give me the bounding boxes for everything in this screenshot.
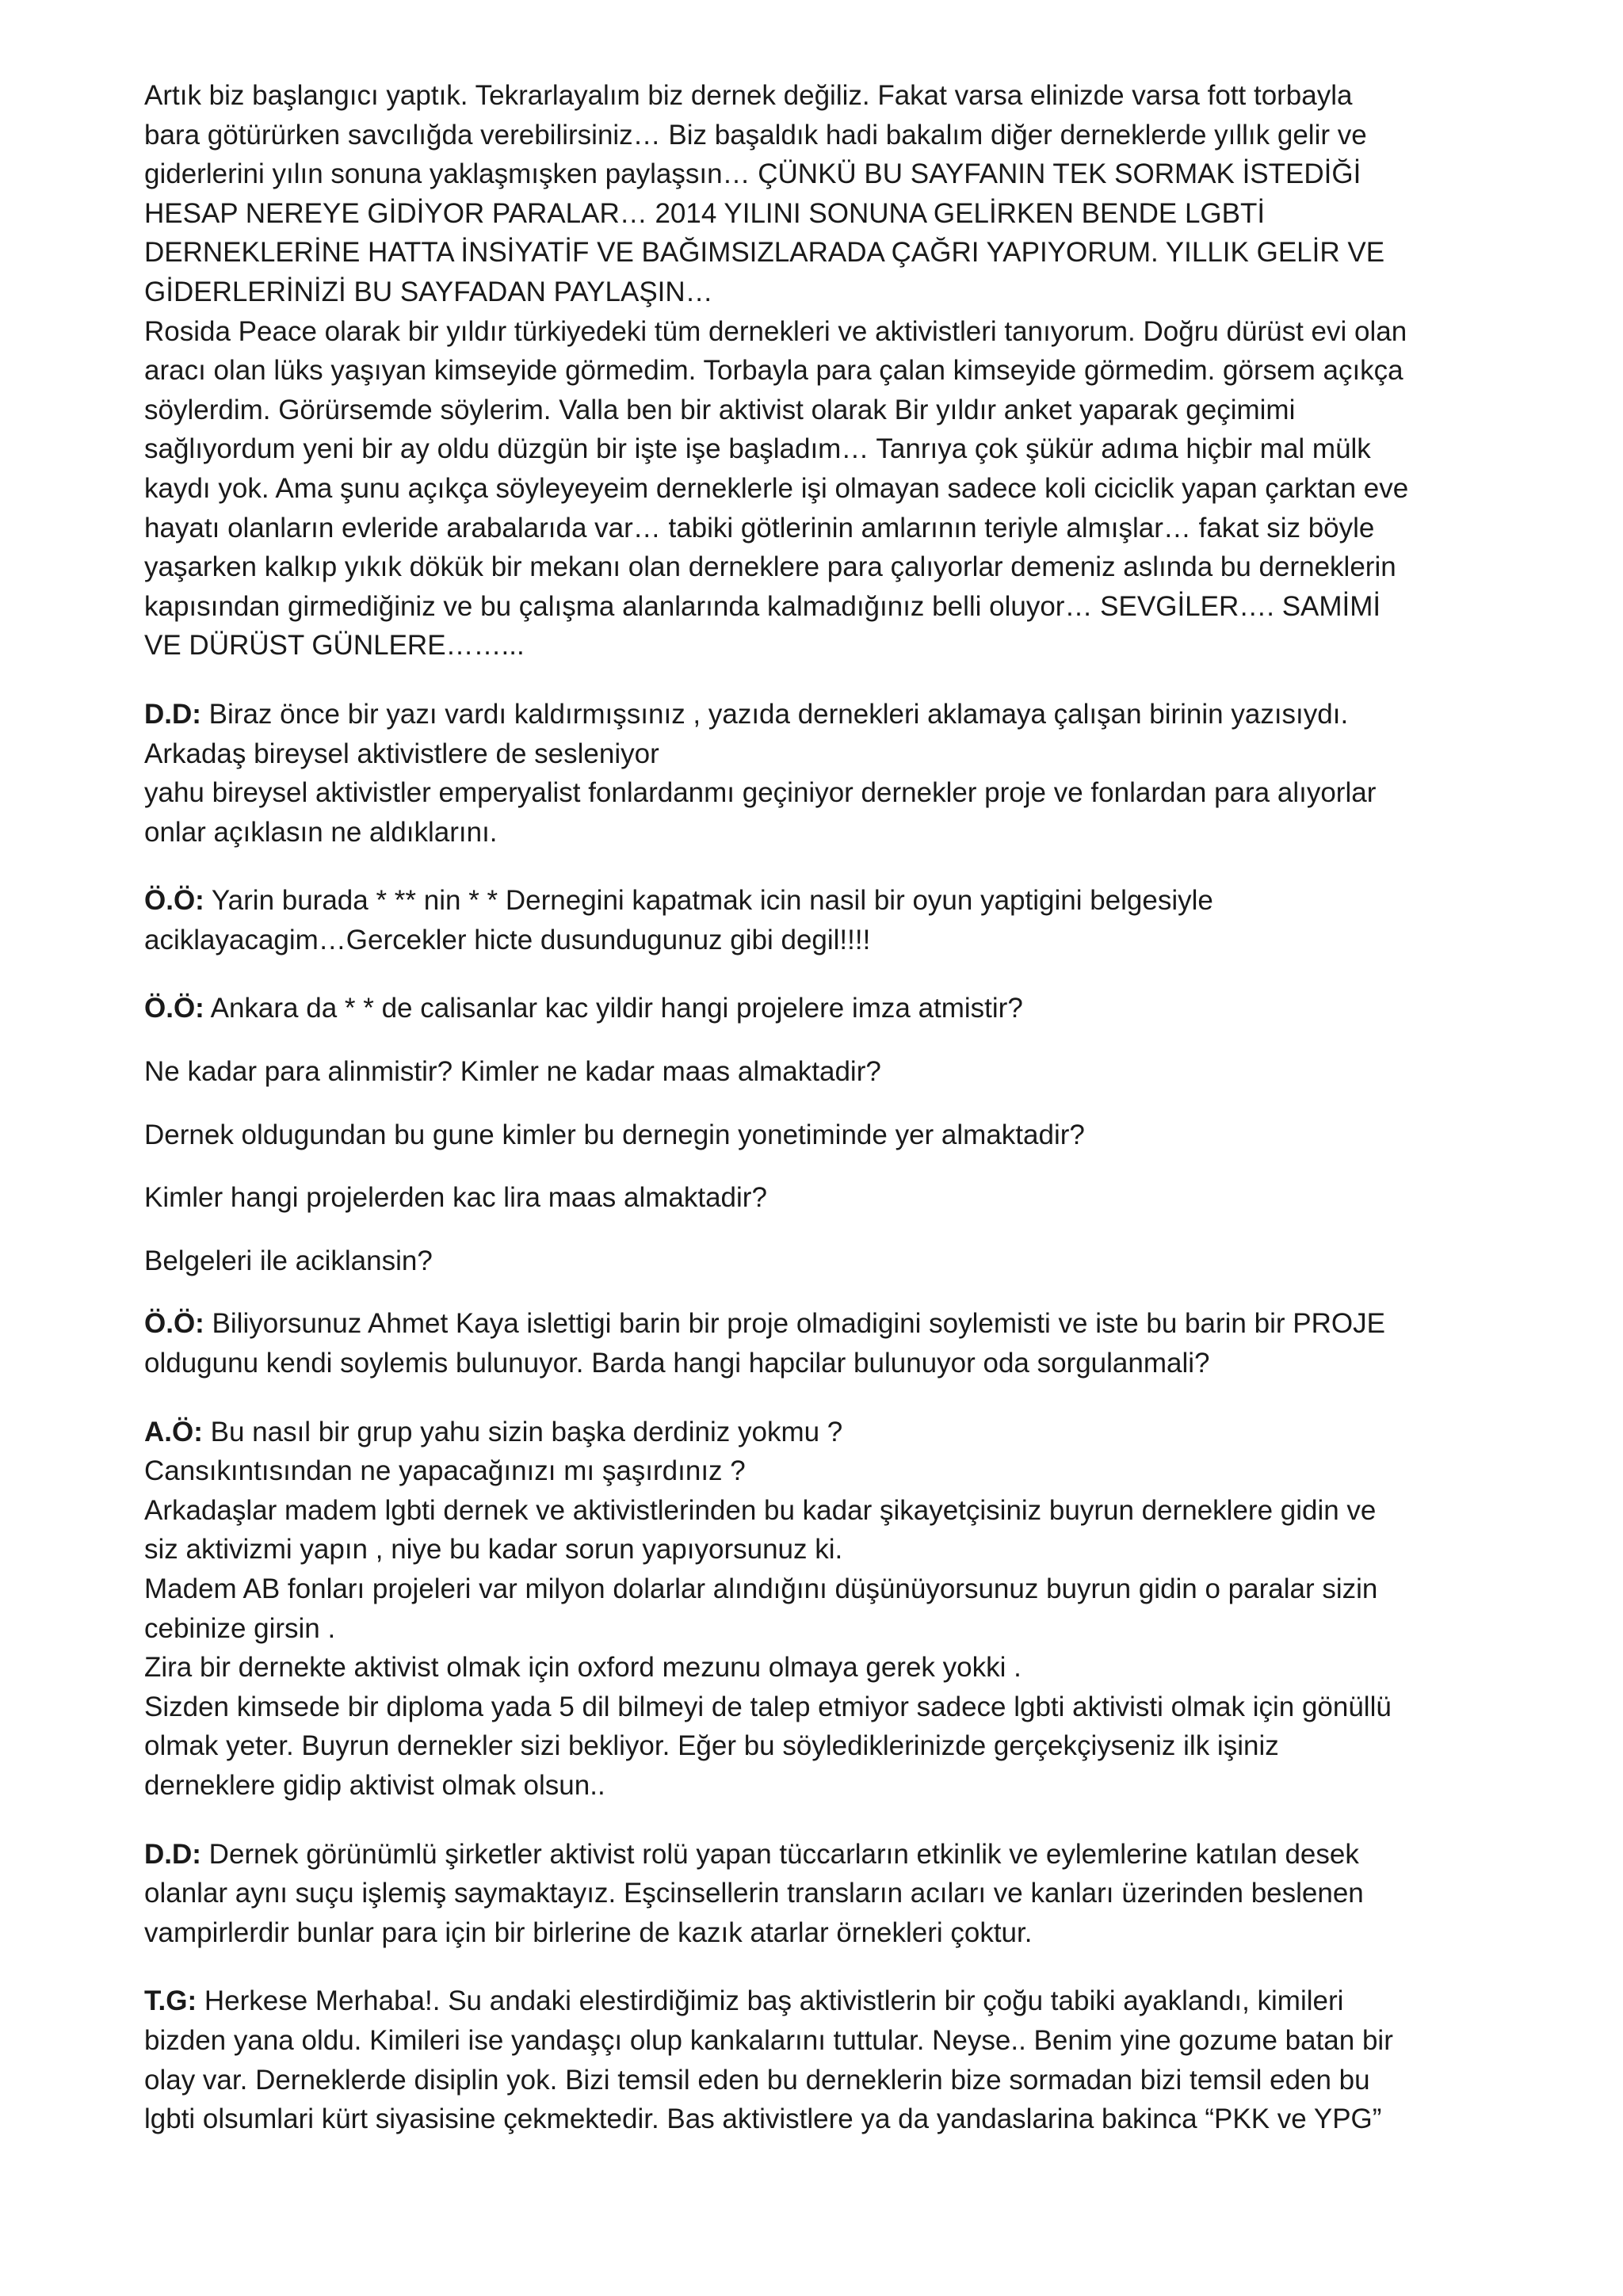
comment-tg <box>144 1981 1491 2138</box>
comment-oo-3 <box>144 1304 1491 1383</box>
comment-line: cebinize girsin . <box>144 1612 336 1644</box>
comment-text: Herkese Merhaba!. Su andaki elestirdiğimiz baş aktivistlerin bir çoğu tabiki ayaklandı, kimileri <box>197 1985 1344 2017</box>
intro-line: kapısından girmediğiniz ve bu çalışma alanlarında kalmadığınız belli oluyor… SEVGİLER…. SAMİMİ <box>144 590 1381 622</box>
comment-line: yahu bireysel aktivistler emperyalist fonlardanmı geçiniyor dernekler proje ve fonlardan para alıyorlar <box>144 777 1377 809</box>
comment-ao <box>144 1413 1491 1806</box>
question-line: Kimler hangi projelerden kac lira maas almaktadir? <box>144 1182 767 1214</box>
comment-line: olmak yeter. Buyrun dernekler sizi bekliyor. Eğer bu söylediklerinizde gerçekçiyseniz ilk işiniz <box>144 1730 1279 1762</box>
comment-line: Sizden kimsede bir diploma yada 5 dil bilmeyi de talep etmiyor sadece lgbti aktivisti olmak için gönüllü <box>144 1691 1392 1722</box>
comment-oo-1 <box>144 881 1491 959</box>
intro-line: Rosida Peace olarak bir yıldır türkiyedeki tüm dernekleri ve aktivistleri tanıyorum. Doğru dürüst evi olan <box>144 315 1407 347</box>
comment-line: siz aktivizmi yapın , niye bu kadar sorun yapıyorsunuz ki. <box>144 1534 843 1566</box>
comment-line: Cansıkıntısından ne yapacağınızı mı şaşırdınız ? <box>144 1455 746 1487</box>
question-paragraph <box>144 1241 1491 1281</box>
intro-line: aracı olan lüks yaşıyan kimseyide görmedim. Torbayla para çalan kimseyide görmedim. görsem açıkça <box>144 355 1403 387</box>
comment-text: Yarin burada * ** nin * * Dernegini kapatmak icin nasil bir oyun yaptigini belgesiyle <box>204 885 1213 917</box>
comment-line: aciklayacagim…Gercekler hicte dusundugunuz gibi degil!!!! <box>144 924 871 955</box>
speaker-label: D.D: <box>144 1838 201 1870</box>
comment-line: lgbti olsumlari kürt siyasisine çekmektedir. Bas aktivistlere ya da yandaslarina bakinca “PKK ve YPG” <box>144 2103 1382 2135</box>
comment-line: Madem AB fonları projeleri var milyon dolarlar alındığını düşünüyorsunuz buyrun gidin o paralar sizin <box>144 1573 1378 1604</box>
intro-line: hayatı olanların evleride arabalarıda var… tabiki götlerinin amlarının teriyle almışlar… fakat siz böyle <box>144 512 1375 543</box>
speaker-label: T.G: <box>144 1985 197 2017</box>
question-paragraph <box>144 1052 1491 1092</box>
comment-line: Arkadaş bireysel aktivistlere de sesleniyor <box>144 738 659 769</box>
intro-line: GİDERLERİNİZİ BU SAYFADAN PAYLAŞIN… <box>144 276 713 307</box>
question-line: Dernek oldugundan bu gune kimler bu dernegin yonetiminde yer almaktadir? <box>144 1119 1085 1150</box>
intro-line: kaydı yok. Ama şunu açıkça söyleyeyeim derneklerle işi olmayan sadece koli ciciclik yapan çarktan eve <box>144 472 1409 504</box>
intro-line: söylerdim. Görürsemde söylerim. Valla ben bir aktivist olarak Bir yıldır anket yaparak geçimimi <box>144 394 1296 425</box>
comment-dd-2 <box>144 1835 1491 1953</box>
intro-line: bara götürürken savcılığda verebilirsiniz… Biz başaldık hadi bakalım diğer derneklerde yıllık gelir ve <box>144 119 1367 151</box>
comment-line: olanlar aynı suçu işlemiş saymaktayız. Eşcinsellerin transların acıları ve kanları üzerinden beslenen <box>144 1878 1364 1909</box>
comment-oo-2 <box>144 989 1491 1028</box>
comment-text: Dernek görünümlü şirketler aktivist rolü yapan tüccarların etkinlik ve eylemlerine katılan desek <box>200 1838 1359 1870</box>
comment-line: olay var. Derneklerde disiplin yok. Bizi temsil eden bu derneklerin bize sormadan bizi temsil eden bu <box>144 2064 1370 2096</box>
comment-line: vampirlerdir bunlar para için bir birlerine de kazık atarlar örnekleri çoktur. <box>144 1917 1033 1948</box>
comment-line <box>144 695 1491 734</box>
speaker-label: Ö.Ö: <box>144 1308 204 1340</box>
intro-line: HESAP NEREYE GİDİYOR PARALAR… 2014 YILINI SONUNA GELİRKEN BENDE LGBTİ <box>144 197 1266 229</box>
comment-line <box>144 1981 1491 2021</box>
speaker-label: D.D: <box>144 698 201 730</box>
comment-text: Biraz önce bir yazı vardı kaldırmışsınız , yazıda dernekleri aklamaya çalışan birinin yazısıydı. <box>200 698 1349 730</box>
intro-line: giderlerini yılın sonuna yaklaşmışken paylaşsın… ÇÜNKÜ BU SAYFANIN TEK SORMAK İSTEDİĞİ <box>144 158 1361 190</box>
comment-line <box>144 881 1491 921</box>
comment-line: Arkadaşlar madem lgbti dernek ve aktivistlerinden bu kadar şikayetçisiniz buyrun derneklere gidin ve <box>144 1494 1377 1526</box>
comment-line: derneklere gidip aktivist olmak olsun.. <box>144 1769 605 1801</box>
comment-line <box>144 1835 1491 1875</box>
comment-text: Biliyorsunuz Ahmet Kaya islettigi barin bir proje olmadigini soylemisti ve iste bu barin bir PROJE <box>204 1308 1385 1340</box>
speaker-label: A.Ö: <box>144 1416 203 1447</box>
comment-text: Bu nasıl bir grup yahu sizin başka derdiniz yokmu ? <box>202 1416 843 1447</box>
intro-line: DERNEKLERİNE HATTA İNSİYATİF VE BAĞIMSIZLARADA ÇAĞRI YAPIYORUM. YILLIK GELİR VE <box>144 237 1385 269</box>
comment-line: onlar açıklasın ne aldıklarını. <box>144 816 498 848</box>
comment-line <box>144 989 1491 1028</box>
comment-line: oldugunu kendi soylemis bulunuyor. Barda hangi hapcilar bulunuyor oda sorgulanmali? <box>144 1348 1210 1379</box>
comment-dd-1 <box>144 695 1491 852</box>
comment-line <box>144 1304 1491 1344</box>
question-paragraph <box>144 1178 1491 1218</box>
comment-line <box>144 1413 1491 1452</box>
comment-text: Ankara da * * de calisanlar kac yildir hangi projelere imza atmistir? <box>204 993 1023 1024</box>
comment-line: Zira bir dernekte aktivist olmak için oxford mezunu olmaya gerek yokki . <box>144 1652 1022 1684</box>
speaker-label: Ö.Ö: <box>144 993 204 1024</box>
question-paragraph <box>144 1116 1491 1155</box>
speaker-label: Ö.Ö: <box>144 885 204 917</box>
document-page <box>144 76 1491 2168</box>
intro-line: Artık biz başlangıcı yaptık. Tekrarlayalım biz dernek değiliz. Fakat varsa elinizde varsa fott torbayla <box>144 80 1353 111</box>
comment-line: bizden yana oldu. Kimileri ise yandaşçı olup kankalarını tuttular. Neyse.. Benim yine gozume batan bir <box>144 2024 1393 2056</box>
question-line: Ne kadar para alinmistir? Kimler ne kadar maas almaktadir? <box>144 1056 881 1088</box>
intro-paragraph <box>144 76 1491 666</box>
intro-line: VE DÜRÜST GÜNLERE……... <box>144 630 525 662</box>
intro-line: yaşarken kalkıp yıkık dökük bir mekanı olan derneklere para çalıyorlar demeniz aslında bu derneklerin <box>144 551 1396 583</box>
question-line: Belgeleri ile aciklansin? <box>144 1245 433 1276</box>
intro-line: sağlıyordum yeni bir ay oldu düzgün bir işte işe başladım… Tanrıya çok şükür adıma hiçbir mal mülk <box>144 433 1371 465</box>
